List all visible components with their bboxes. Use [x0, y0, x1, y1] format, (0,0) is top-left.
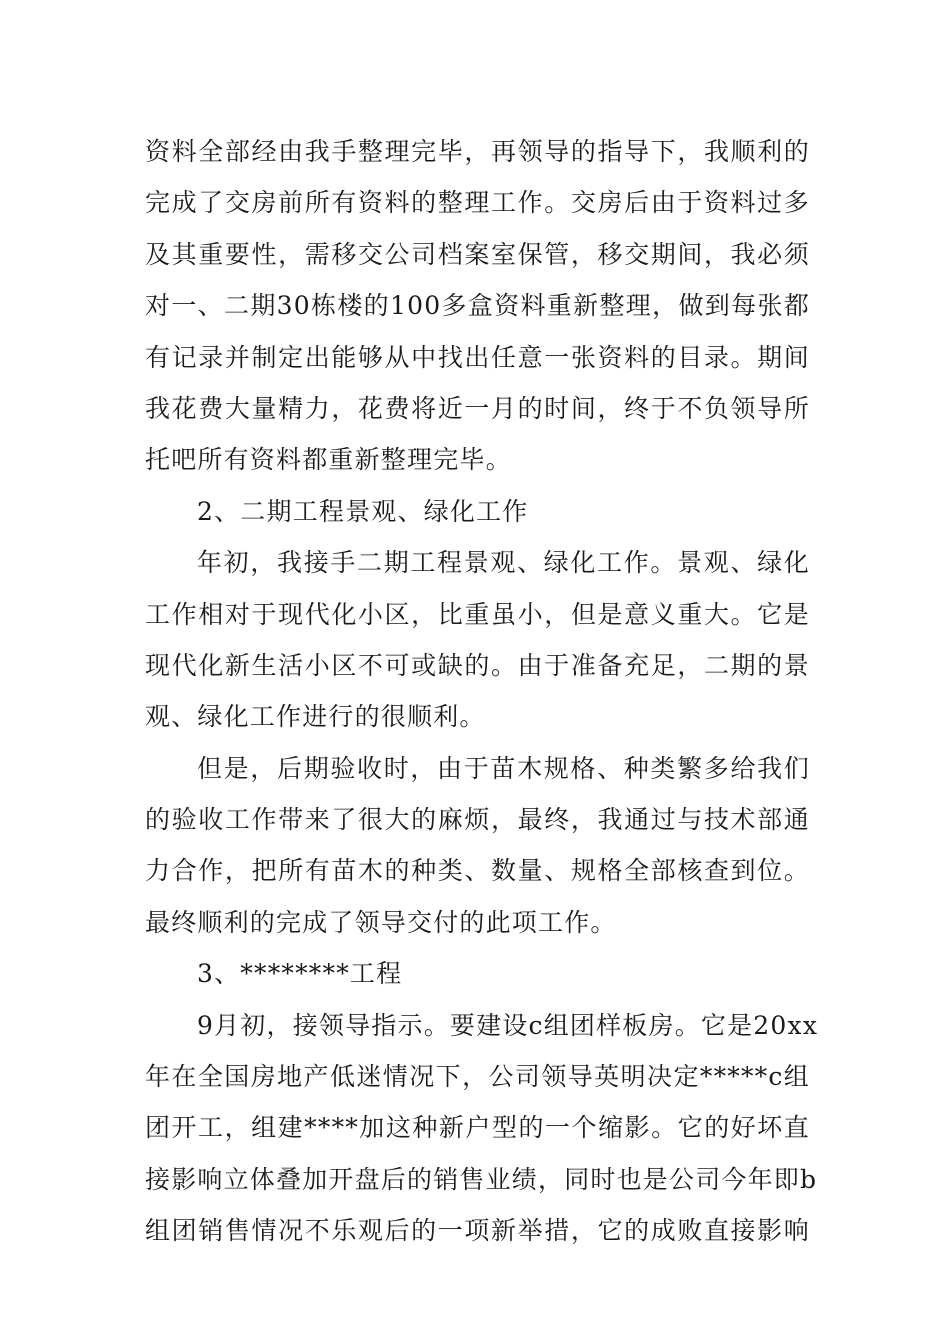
text-line: 对一、二期30栋楼的100多盒资料重新整理，做到每张都 [145, 291, 810, 321]
text-line: 有记录并制定出能够从中找出任意一张资料的目录。期间 [145, 342, 810, 372]
text-line: 年在全国房地产低迷情况下，公司领导英明决定*****c组 [145, 1062, 810, 1092]
text-line: 的验收工作带来了很大的麻烦，最终，我通过与技术部通 [145, 805, 810, 835]
text-line: 观、绿化工作进行的很顺利。 [145, 702, 486, 732]
text-line: 力合作，把所有苗木的种类、数量、规格全部核查到位。 [145, 856, 810, 886]
text-line: 工作相对于现代化小区，比重虽小，但是意义重大。它是 [145, 599, 810, 629]
text-line: 9月初，接领导指示。要建设c组团样板房。它是20xx [197, 1010, 819, 1040]
text-line: 最终顺利的完成了领导交付的此项工作。 [145, 907, 617, 937]
text-line: 团开工，组建****加这种新户型的一个缩影。它的好坏直 [145, 1113, 810, 1143]
text-line: 2、二期工程景观、绿化工作 [197, 496, 529, 526]
text-line: 完成了交房前所有资料的整理工作。交房后由于资料过多 [145, 188, 810, 218]
text-line: 接影响立体叠加开盘后的销售业绩，同时也是公司今年即b [145, 1164, 818, 1194]
text-line: 3、********工程 [197, 959, 403, 989]
text-line: 及其重要性，需移交公司档案室保管，移交期间，我必须 [145, 239, 810, 269]
text-line: 组团销售情况不乐观后的一项新举措，它的成败直接影响 [145, 1216, 810, 1246]
text-line: 我花费大量精力，花费将近一月的时间，终于不负领导所 [145, 393, 810, 423]
text-line: 托吧所有资料都重新整理完毕。 [145, 445, 512, 475]
text-line: 资料全部经由我手整理完毕，再领导的指导下，我顺利的 [145, 137, 810, 166]
text-line: 但是，后期验收时，由于苗木规格、种类繁多给我们 [197, 753, 810, 783]
text-line: 现代化新生活小区不可或缺的。由于准备充足，二期的景 [145, 650, 810, 680]
document-body [145, 126, 819, 1257]
text-line: 年初，我接手二期工程景观、绿化工作。景观、绿化 [197, 548, 810, 578]
